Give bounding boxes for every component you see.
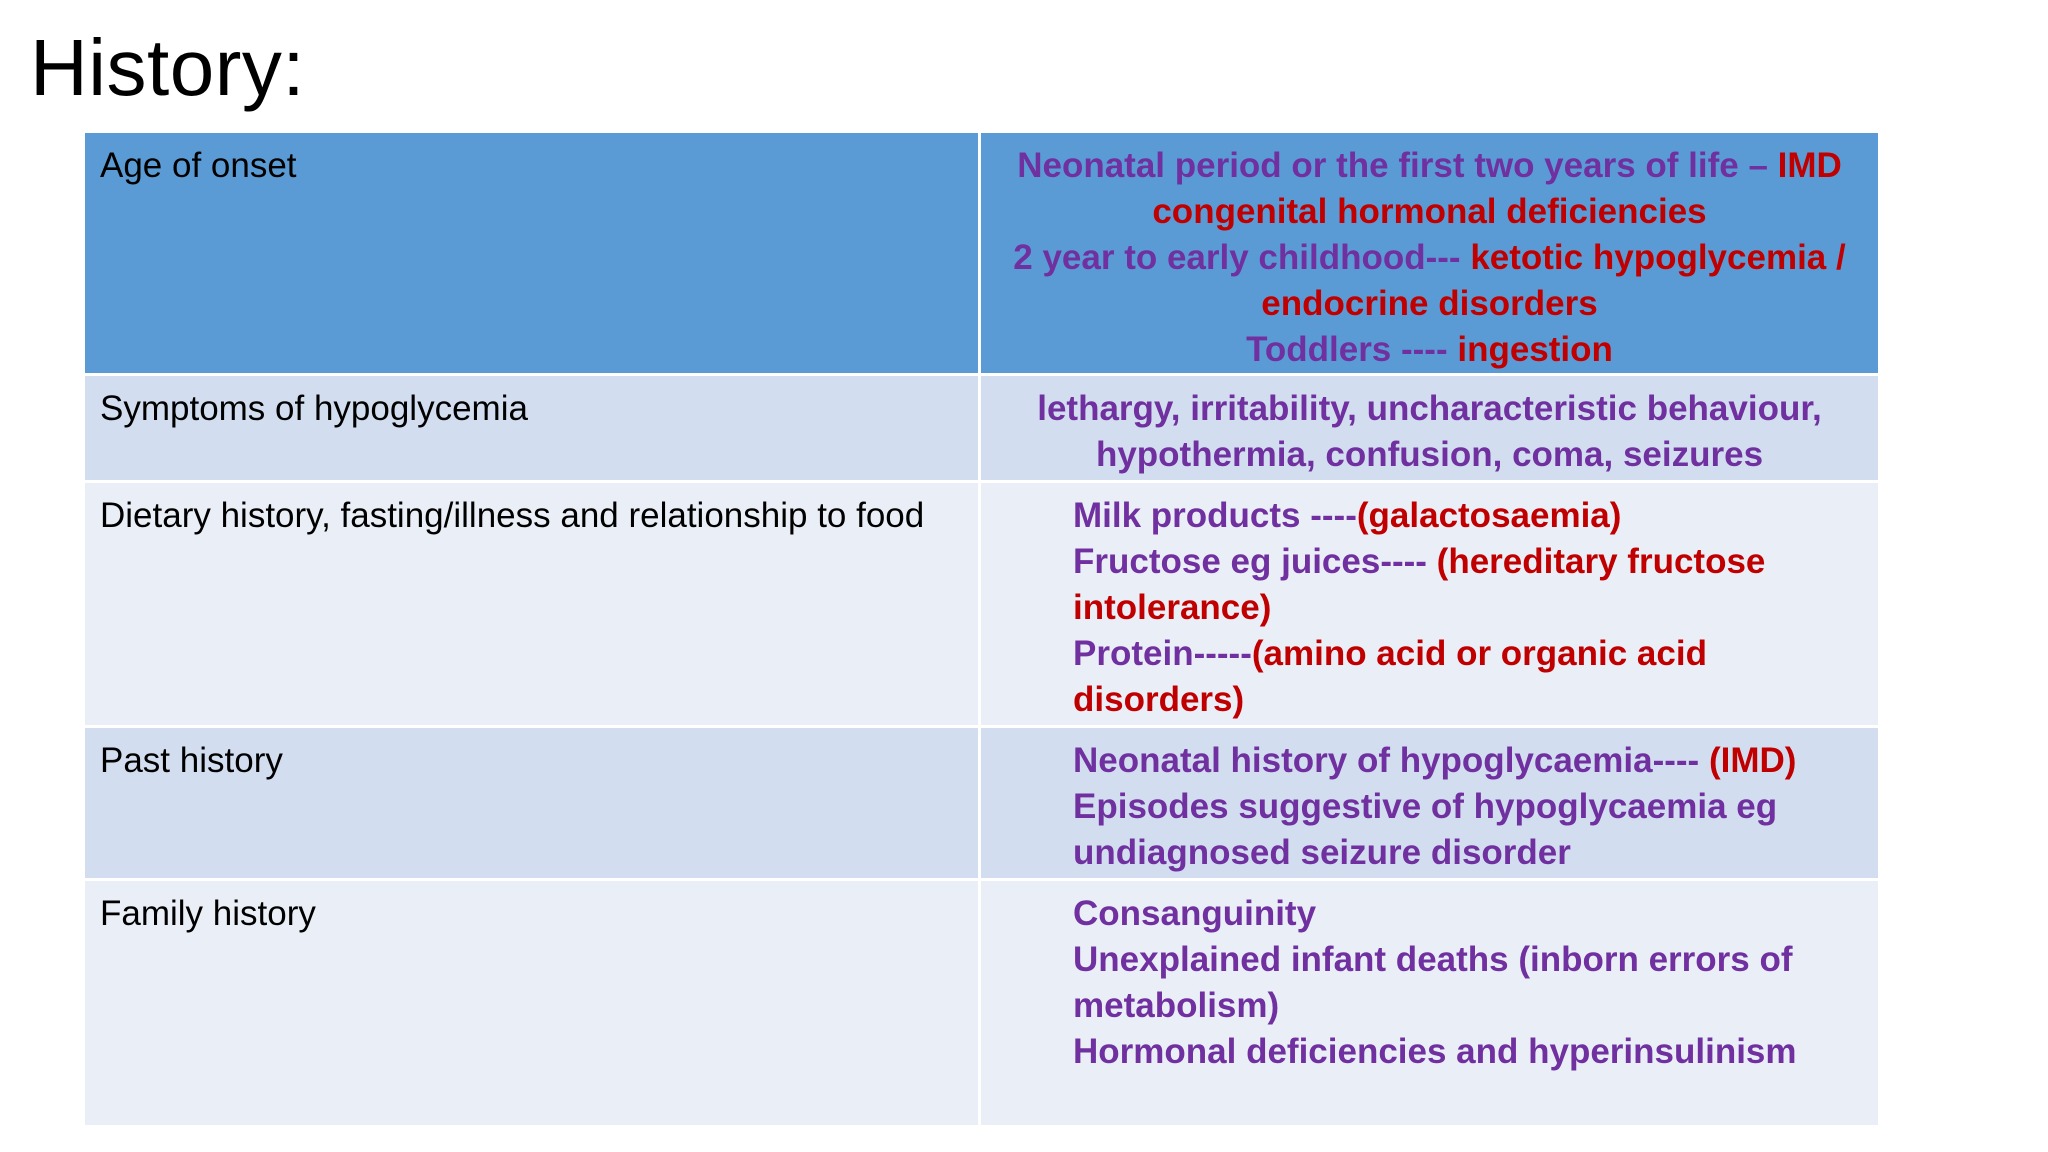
cell-label	[84, 727, 980, 880]
row-label: Symptoms of hypoglycemia	[100, 389, 528, 428]
detail-text: Episodes suggestive of hypoglycaemia eg	[1073, 787, 1778, 826]
cell-label	[84, 375, 980, 482]
cell-label	[84, 482, 980, 727]
row-label: Dietary history, fasting/illness and relationship to food	[100, 496, 925, 535]
detail-highlight: (hereditary fructose	[1436, 542, 1766, 581]
cell-detail	[980, 727, 1880, 880]
detail-highlight: ketotic hypoglycemia /	[1470, 238, 1846, 277]
detail-text: Hormonal deficiencies and hyperinsulinism	[1073, 1032, 1797, 1071]
table-row-family-history	[84, 880, 1880, 1127]
slide-title: History:	[30, 23, 306, 112]
detail-highlight: (IMD)	[1708, 741, 1797, 780]
detail-text: Neonatal period or the first two years of life –	[1017, 146, 1778, 185]
row-label: Past history	[100, 741, 283, 780]
cell-detail	[980, 132, 1880, 375]
detail-highlight: (galactosaemia)	[1356, 496, 1622, 535]
row-detail	[981, 483, 1878, 723]
detail-text: 2 year to early childhood---	[1013, 238, 1471, 277]
detail-text: Neonatal history of hypoglycaemia----	[1073, 741, 1709, 780]
cell-detail	[980, 482, 1880, 727]
table-row-symptoms	[84, 375, 1880, 482]
detail-highlight: intolerance)	[1073, 588, 1272, 627]
detail-text: metabolism)	[1073, 986, 1280, 1025]
cell-label	[84, 880, 980, 1127]
detail-highlight: congenital hormonal deficiencies	[1152, 192, 1707, 231]
detail-text: Protein-----	[1073, 634, 1252, 673]
detail-text: Toddlers ----	[1246, 330, 1458, 369]
history-table	[82, 130, 1881, 1128]
row-detail	[981, 133, 1878, 373]
cell-detail	[980, 375, 1880, 482]
cell-label	[84, 132, 980, 375]
cell-detail	[980, 880, 1880, 1127]
detail-highlight: ingestion	[1457, 330, 1613, 369]
detail-highlight: IMD	[1777, 146, 1842, 185]
table-row-age-of-onset	[84, 132, 1880, 375]
row-detail	[981, 376, 1878, 478]
detail-text: undiagnosed seizure disorder	[1073, 833, 1571, 872]
row-detail	[981, 881, 1878, 1075]
row-label: Family history	[100, 894, 316, 933]
table-row-dietary-history	[84, 482, 1880, 727]
detail-text: lethargy, irritability, uncharacteristic behaviour,	[1037, 389, 1822, 428]
detail-highlight: (amino acid or organic acid disorders)	[1073, 634, 1707, 719]
detail-text: Fructose eg juices----	[1073, 542, 1437, 581]
detail-text: hypothermia, confusion, coma, seizures	[1095, 435, 1764, 474]
row-label: Age of onset	[100, 146, 297, 185]
detail-highlight: endocrine disorders	[1261, 284, 1598, 323]
table-row-past-history	[84, 727, 1880, 880]
detail-text: Consanguinity	[1073, 894, 1317, 933]
detail-text: Unexplained infant deaths (inborn errors of	[1073, 940, 1793, 979]
row-detail	[981, 728, 1878, 876]
detail-text: Milk products ----	[1073, 496, 1357, 535]
